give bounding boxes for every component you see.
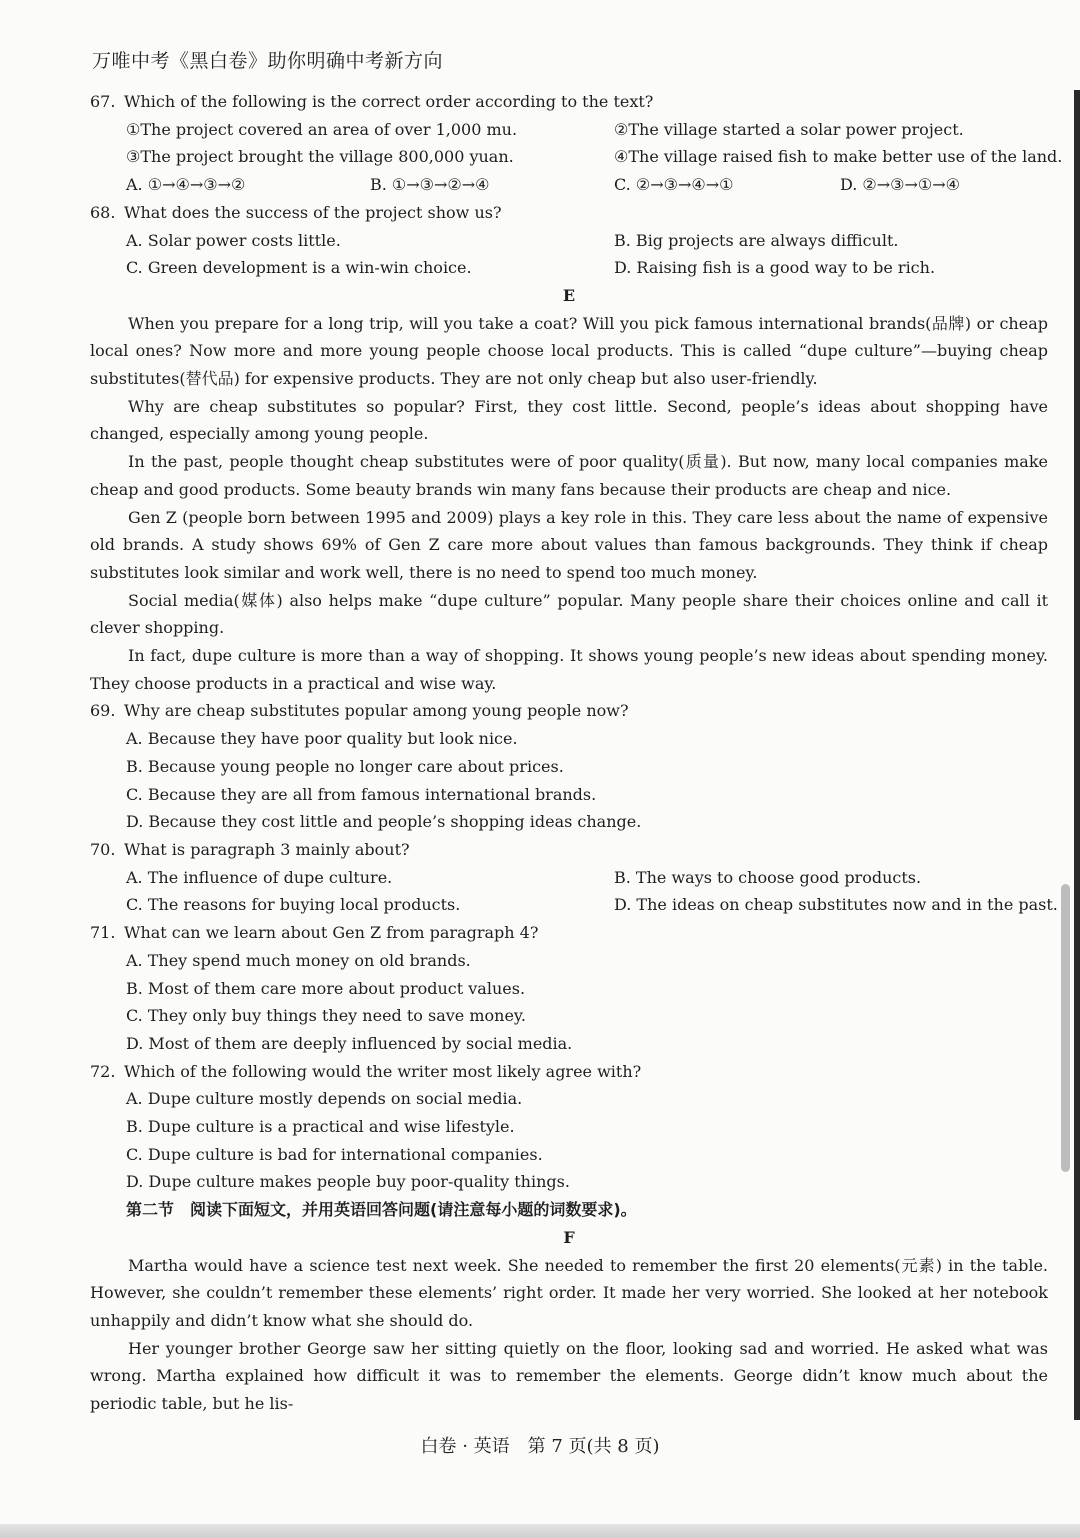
- option-c: C. Because they are all from famous international brands.: [126, 784, 597, 804]
- option-c: C. Dupe culture is bad for international companies.: [126, 1144, 543, 1164]
- scrollbar-thumb[interactable]: [1061, 884, 1070, 1172]
- question-67-items: [90, 116, 1063, 171]
- option-a: A. ①→④→③→②: [126, 175, 246, 195]
- option-c: C. ②→③→④→①: [614, 175, 734, 195]
- option-b: B. Big projects are always difficult.: [614, 230, 899, 250]
- scan-bottom-edge: [0, 1524, 1080, 1538]
- option-c: C. The reasons for buying local products.: [126, 895, 461, 915]
- statement-3: ③The project brought the village 800,000 yuan.: [126, 147, 514, 167]
- question-stem: Which of the following is the correct order according to the text?: [124, 92, 654, 111]
- question-number: 71.: [90, 923, 116, 943]
- question-67-options: [90, 171, 1048, 199]
- page-content: [90, 88, 1063, 1418]
- statement-1: ①The project covered an area of over 1,000 mu.: [126, 119, 518, 139]
- option-d: D. Dupe culture makes people buy poor-quality things.: [126, 1172, 570, 1192]
- question-number: 69.: [90, 701, 116, 721]
- question-70: [90, 836, 1048, 864]
- statement-2: ②The village started a solar power project.: [614, 119, 964, 139]
- option-a: A. Dupe culture mostly depends on social media.: [126, 1089, 523, 1109]
- question-72: [90, 1058, 1048, 1086]
- passage-f-paragraph-1: Martha would have a science test next week. She needed to remember the first 20 elements(元素) in the table. However, she couldn’t remember these elements’ right order. It made her very worried. She looked at her notebook unhappily and didn’t know what she should do.: [90, 1255, 1048, 1330]
- section-e-title: E: [562, 285, 576, 305]
- option-c: C. Green development is a win-win choice.: [126, 258, 472, 278]
- option-d: D. The ideas on cheap substitutes now and in the past.: [614, 895, 1058, 915]
- option-a: A. The influence of dupe culture.: [126, 867, 393, 887]
- option-b: B. The ways to choose good products.: [614, 867, 922, 887]
- option-a: A. Solar power costs little.: [126, 230, 341, 250]
- option-b: B. Most of them care more about product values.: [126, 978, 526, 998]
- passage-f-paragraph-2: Her younger brother George saw her sitting quietly on the floor, looking sad and worried. He asked what was wrong. Martha explained how difficult it was to remember the elements. George didn’t know much about the periodic table, but he lis-: [90, 1338, 1048, 1414]
- section-2-heading: 第二节 阅读下面短文，并用英语回答问题(请注意每小题的词数要求)。: [126, 1200, 637, 1220]
- option-d: D. Because they cost little and people’s shopping ideas change.: [126, 812, 642, 832]
- question-number: 67.: [90, 92, 116, 111]
- question-stem: What can we learn about Gen Z from paragraph 4?: [124, 923, 539, 943]
- option-c: C. They only buy things they need to save money.: [126, 1006, 526, 1026]
- option-d: D. Most of them are deeply influenced by social media.: [126, 1033, 573, 1053]
- option-d: D. ②→③→①→④: [840, 175, 961, 195]
- passage-e-paragraph-4: Gen Z (people born between 1995 and 2009) plays a key role in this. They care less about the name of expensive old brands. A study shows 69% of Gen Z care more about values than famous backgrounds. They think if cheap substitutes look similar and work well, there is no need to spend too much money.: [90, 507, 1048, 582]
- question-70-options: [90, 864, 1058, 919]
- option-a: A. They spend much money on old brands.: [126, 950, 471, 970]
- question-68-options: [90, 227, 1048, 282]
- page-header: 万唯中考《黑白卷》助你明确中考新方向: [92, 50, 444, 72]
- passage-e-paragraph-6: In fact, dupe culture is more than a way of shopping. It shows young people’s new ideas about spending money. They choose products in a practical and wise way.: [90, 646, 1048, 693]
- question-number: 70.: [90, 839, 116, 859]
- option-b: B. ①→③→②→④: [370, 175, 490, 195]
- option-a: A. Because they have poor quality but look nice.: [126, 729, 518, 749]
- passage-e-paragraph-1: When you prepare for a long trip, will you take a coat? Will you pick famous international brands(品牌) or cheap local ones? Now more and more young people choose local products. This is called “dupe culture”—buying cheap substitutes(替代品) for expensive products. They are not only cheap but also user-friendly.: [90, 313, 1048, 389]
- question-stem: Which of the following would the writer most likely agree with?: [124, 1061, 642, 1081]
- question-number: 72.: [90, 1061, 116, 1081]
- question-69: [90, 697, 1048, 725]
- section-f-title: F: [563, 1227, 575, 1247]
- question-67: [90, 88, 1048, 116]
- question-71: [90, 919, 1048, 947]
- question-stem: What does the success of the project show us?: [124, 202, 502, 222]
- question-stem: What is paragraph 3 mainly about?: [124, 839, 410, 859]
- question-stem: Why are cheap substitutes popular among young people now?: [124, 701, 629, 721]
- statement-4: ④The village raised fish to make better use of the land.: [614, 147, 1063, 167]
- option-b: B. Because young people no longer care about prices.: [126, 756, 564, 776]
- passage-e-paragraph-2: Why are cheap substitutes so popular? First, they cost little. Second, people’s ideas about shopping have changed, especially among young people.: [90, 396, 1048, 444]
- page-footer: 白卷 · 英语 第 7 页(共 8 页): [420, 1436, 660, 1457]
- scan-edge: [1074, 90, 1080, 1420]
- passage-e-paragraph-5: Social media(媒体) also helps make “dupe culture” popular. Many people share their choices online and call it clever shopping.: [90, 590, 1048, 638]
- question-68: [90, 199, 1048, 227]
- question-number: 68.: [90, 202, 116, 222]
- option-b: B. Dupe culture is a practical and wise lifestyle.: [126, 1117, 515, 1137]
- option-d: D. Raising fish is a good way to be rich.: [614, 258, 936, 278]
- passage-e-paragraph-3: In the past, people thought cheap substitutes were of poor quality(质量). But now, many local companies make cheap and good products. Some beauty brands win many fans because their products are cheap and nice.: [90, 452, 1048, 499]
